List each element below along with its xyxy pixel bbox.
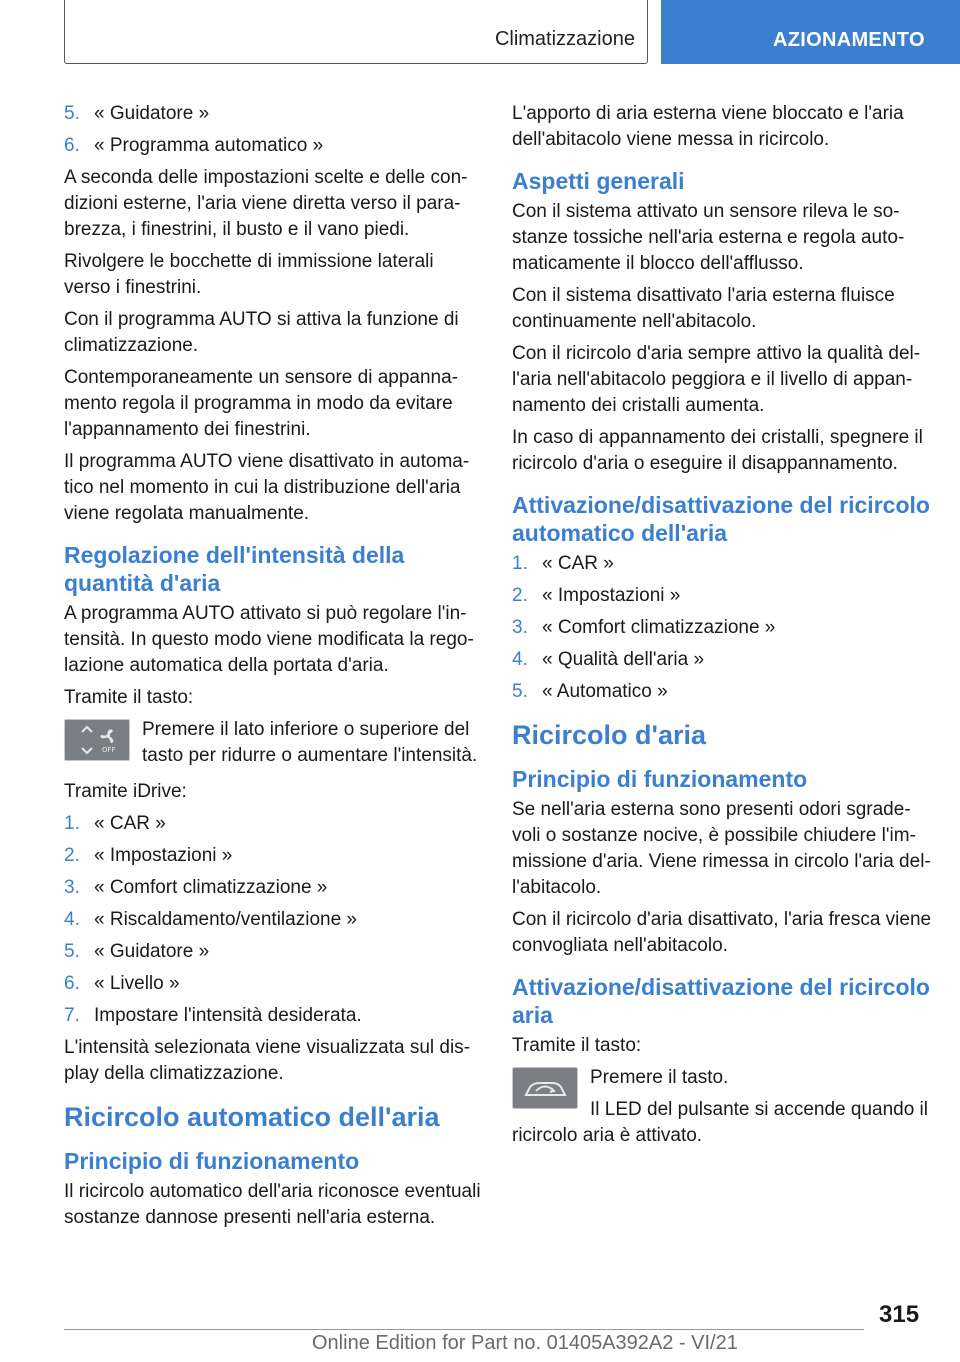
list-item — [64, 811, 484, 837]
paragraph: Tramite il tasto: — [64, 687, 194, 708]
list-number: 3. — [512, 617, 528, 638]
list-text: « Impostazioni » — [94, 845, 233, 866]
list-text: « Guidatore » — [94, 941, 210, 962]
paragraph: Il ricircolo automatico dell'aria riconosce eventuali sostanze dannose presenti nell'aria esterna. — [64, 1181, 481, 1228]
list-text: « Programma automatico » — [94, 135, 324, 156]
paragraph: A seconda delle impostazioni scelte e delle condizioni esterne, l'aria viene diretta verso il parabrezza, i finestrini, il busto e il vano piedi. — [64, 167, 468, 240]
list-item — [512, 679, 932, 705]
list-text: « Guidatore » — [94, 103, 210, 124]
button-description: Premere il tasto. — [590, 1067, 729, 1088]
paragraph: Con il ricircolo d'aria disattivato, l'aria fresca viene convogliata nell'abitacolo. — [512, 909, 932, 956]
button-icon-label: OFF — [102, 746, 116, 754]
list-item — [64, 939, 484, 965]
recirculation-button-icon — [512, 1067, 578, 1109]
list-number: 1. — [64, 813, 80, 834]
list-number: 2. — [64, 845, 80, 866]
list-text: « Automatico » — [542, 681, 668, 702]
list-number: 2. — [512, 585, 528, 606]
button-instruction — [64, 717, 484, 769]
heading-toggle-auto-recirculation: Attivazione/disattivazione del ricircolo automatico dell'aria — [512, 492, 930, 546]
paragraph: Se nell'aria esterna sono presenti odori sgradevoli o sostanze nocive, è possibile chiudere l'immissione d'aria. Viene rimessa in circolo l'aria dell'abitacolo. — [512, 799, 931, 898]
button-description: Premere il lato inferiore o superiore del tasto per ridurre o aumentare l'intensità. — [142, 719, 478, 766]
list-number: 4. — [64, 909, 80, 930]
list-text: « Livello » — [94, 973, 180, 994]
heading-auto-recirculation: Ricircolo automatico dell'aria — [64, 1102, 440, 1132]
page-number: 315 — [879, 1301, 920, 1328]
heading-general: Aspetti generali — [512, 168, 685, 194]
list-text: « CAR » — [94, 813, 166, 834]
heading-principle: Principio di funzionamento — [512, 766, 808, 792]
paragraph: Contemporaneamente un sensore di appannamento regola il programma in modo da evitare l'appannamento dei finestrini. — [64, 367, 458, 440]
list-item — [512, 615, 932, 641]
button-description: Il LED del pulsante si accende quando il ricircolo aria è attivato. — [512, 1099, 929, 1146]
list-text: « CAR » — [542, 553, 614, 574]
list-item — [64, 133, 484, 159]
paragraph: Il programma AUTO viene disattivato in automatico nel momento in cui la distribuzione dell'aria viene regolata manualmente. — [64, 451, 470, 524]
list-text: Impostare l'intensità desiderata. — [94, 1005, 362, 1026]
header-chapter-tab: AZIONAMENTO — [661, 0, 960, 64]
right-column — [512, 101, 932, 1155]
list-item — [64, 875, 484, 901]
paragraph: In caso di appannamento dei cristalli, spegnere il ricircolo d'aria o eseguire il disappannamento. — [512, 427, 923, 474]
paragraph: A programma AUTO attivato si può regolare l'intensità. In questo modo viene modificata la regolazione automatica della portata d'aria. — [64, 603, 474, 676]
list-number: 6. — [64, 135, 80, 156]
footer-edition: Online Edition for Part no. 01405A392A2 - VI/21 — [312, 1332, 738, 1354]
list-item — [512, 551, 932, 577]
list-number: 5. — [64, 103, 80, 124]
page-header — [0, 0, 960, 66]
fan-icon — [72, 724, 122, 756]
heading-principle: Principio di funzionamento — [64, 1148, 360, 1174]
paragraph: Con il ricircolo d'aria sempre attivo la qualità dell'aria nell'abitacolo peggiora e il livello di appannamento dei cristalli aumenta. — [512, 343, 921, 416]
list-text: « Comfort climatizzazione » — [542, 617, 776, 638]
list-number: 3. — [64, 877, 80, 898]
list-item — [64, 101, 484, 127]
paragraph: Rivolgere le bocchette di immissione laterali verso i finestrini. — [64, 251, 434, 298]
list-item — [64, 1003, 484, 1029]
footer-divider — [64, 1329, 864, 1330]
list-item — [64, 971, 484, 997]
fan-button-icon — [64, 719, 130, 761]
left-column — [64, 101, 484, 1237]
paragraph: Con il programma AUTO si attiva la funzione di climatizzazione. — [64, 309, 459, 356]
list-item — [512, 583, 932, 609]
list-number: 6. — [64, 973, 80, 994]
header-section-title: Climatizzazione — [494, 28, 635, 50]
list-number: 5. — [64, 941, 80, 962]
list-item — [64, 907, 484, 933]
list-item — [64, 843, 484, 869]
paragraph: Tramite il tasto: — [512, 1035, 642, 1056]
car-recirculation-icon — [520, 1073, 570, 1103]
list-number: 7. — [64, 1005, 80, 1026]
heading-intensity: Regolazione dell'intensità della quantità d'aria — [64, 542, 405, 596]
heading-recirculation: Ricircolo d'aria — [512, 720, 706, 750]
list-item — [512, 647, 932, 673]
list-text: « Qualità dell'aria » — [542, 649, 705, 670]
list-text: « Impostazioni » — [542, 585, 681, 606]
paragraph: Con il sistema attivato un sensore rileva le sostanze tossiche nell'aria esterna e regola automaticamente il blocco dell'afflusso. — [512, 201, 905, 274]
heading-toggle-recirculation: Attivazione/disattivazione del ricircolo aria — [512, 974, 930, 1028]
paragraph: L'apporto di aria esterna viene bloccato e l'aria dell'abitacolo viene messa in ricircolo. — [512, 103, 904, 150]
list-number: 1. — [512, 553, 528, 574]
paragraph: Tramite iDrive: — [64, 781, 187, 802]
list-number: 5. — [512, 681, 528, 702]
button-instruction — [512, 1065, 932, 1149]
list-text: « Riscaldamento/ventilazione » — [94, 909, 357, 930]
paragraph: Con il sistema disattivato l'aria esterna fluisce continuamente nell'abitacolo. — [512, 285, 895, 332]
paragraph: L'intensità selezionata viene visualizzata sul display della climatizzazione. — [64, 1037, 471, 1084]
list-text: « Comfort climatizzazione » — [94, 877, 328, 898]
list-number: 4. — [512, 649, 528, 670]
